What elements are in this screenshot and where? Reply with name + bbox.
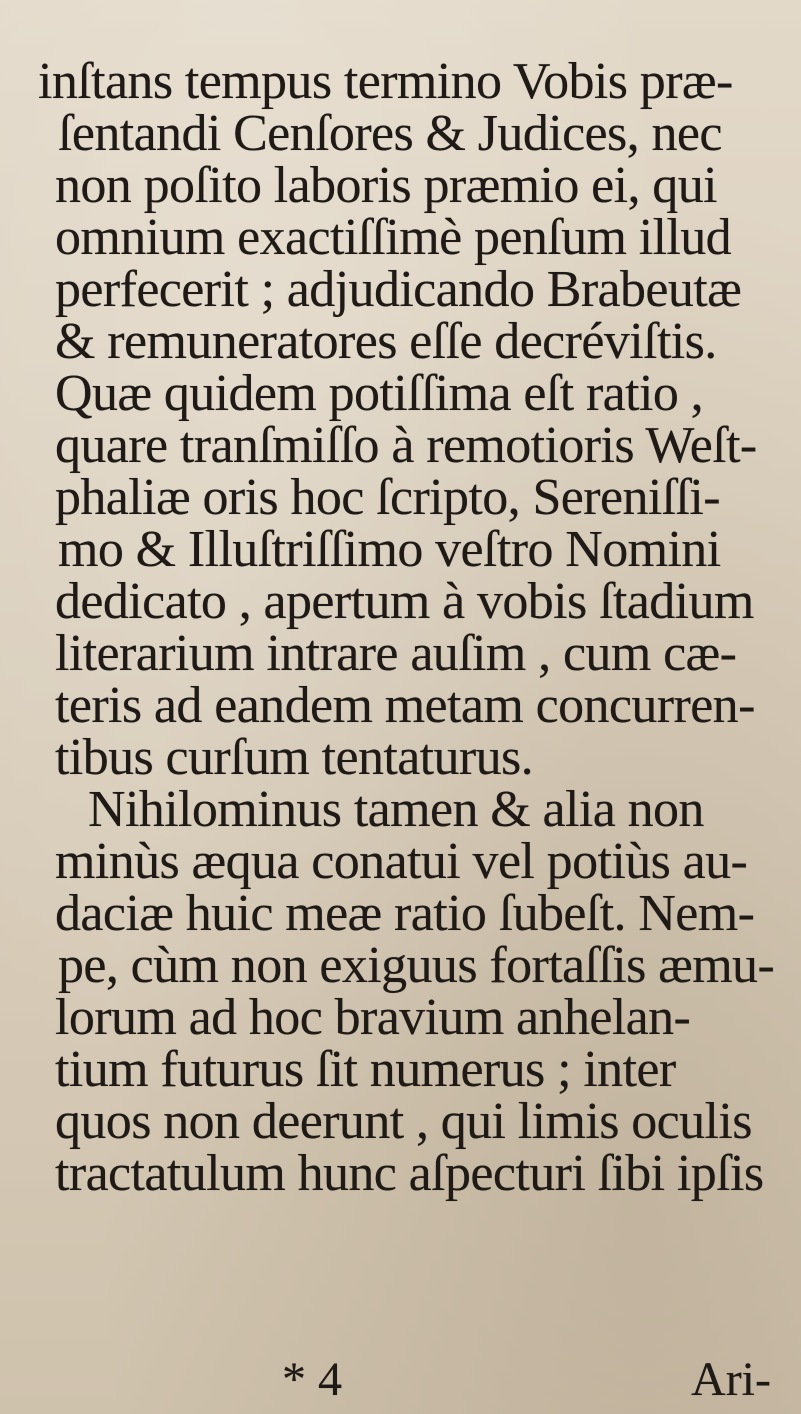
- text-line-8: quare tranſmiſſo à remotioris Weſt-: [55, 417, 757, 474]
- text-line-16: minùs æqua conatui vel potiùs au-: [55, 833, 748, 890]
- text-line-3: non poſito laboris præmio ei, qui: [55, 157, 717, 214]
- text-line-20: tium futurus ſit numerus ; inter: [55, 1041, 676, 1098]
- catchword: Ari-: [691, 1353, 771, 1406]
- text-line-22: tractatulum hunc aſpecturi ſibi ipſis: [55, 1145, 764, 1202]
- text-line-14: tibus curſum tentaturus.: [55, 729, 534, 786]
- text-line-12: literarium intrare auſim , cum cæ-: [55, 625, 737, 682]
- text-line-11: dedicato , apertum à vobis ſtadium: [55, 573, 754, 630]
- text-line-10: mo & Illuſtriſſimo veſtro Nomini: [58, 521, 721, 578]
- text-line-19: lorum ad hoc bravium anhelan-: [55, 989, 691, 1046]
- text-line-5: perfecerit ; adjudicando Brabeutæ: [55, 261, 742, 318]
- text-line-13: teris ad eandem metam concurren-: [55, 677, 755, 734]
- text-line-17: daciæ huic meæ ratio ſubeſt. Nem-: [55, 885, 755, 942]
- signature-mark: * 4: [282, 1353, 342, 1406]
- text-line-6: & remuneratores eſſe decréviſtis.: [55, 313, 717, 370]
- text-line-7: Quæ quidem potiſſima eſt ratio ,: [55, 365, 704, 422]
- text-line-2: ſentandi Cenſores & Judices, nec: [58, 105, 722, 162]
- text-line-21: quos non deerunt , qui limis oculis: [55, 1093, 752, 1150]
- text-line-9: phaliæ oris hoc ſcripto, Sereniſſi-: [55, 469, 720, 526]
- text-line-4: omnium exactiſſimè penſum illud: [55, 209, 732, 266]
- text-line-18: pe, cùm non exiguus fortaſſis æmu-: [58, 937, 775, 994]
- text-line-15: Nihilominus tamen & alia non: [88, 781, 704, 838]
- text-line-1: inſtans tempus termino Vobis præ-: [38, 53, 733, 110]
